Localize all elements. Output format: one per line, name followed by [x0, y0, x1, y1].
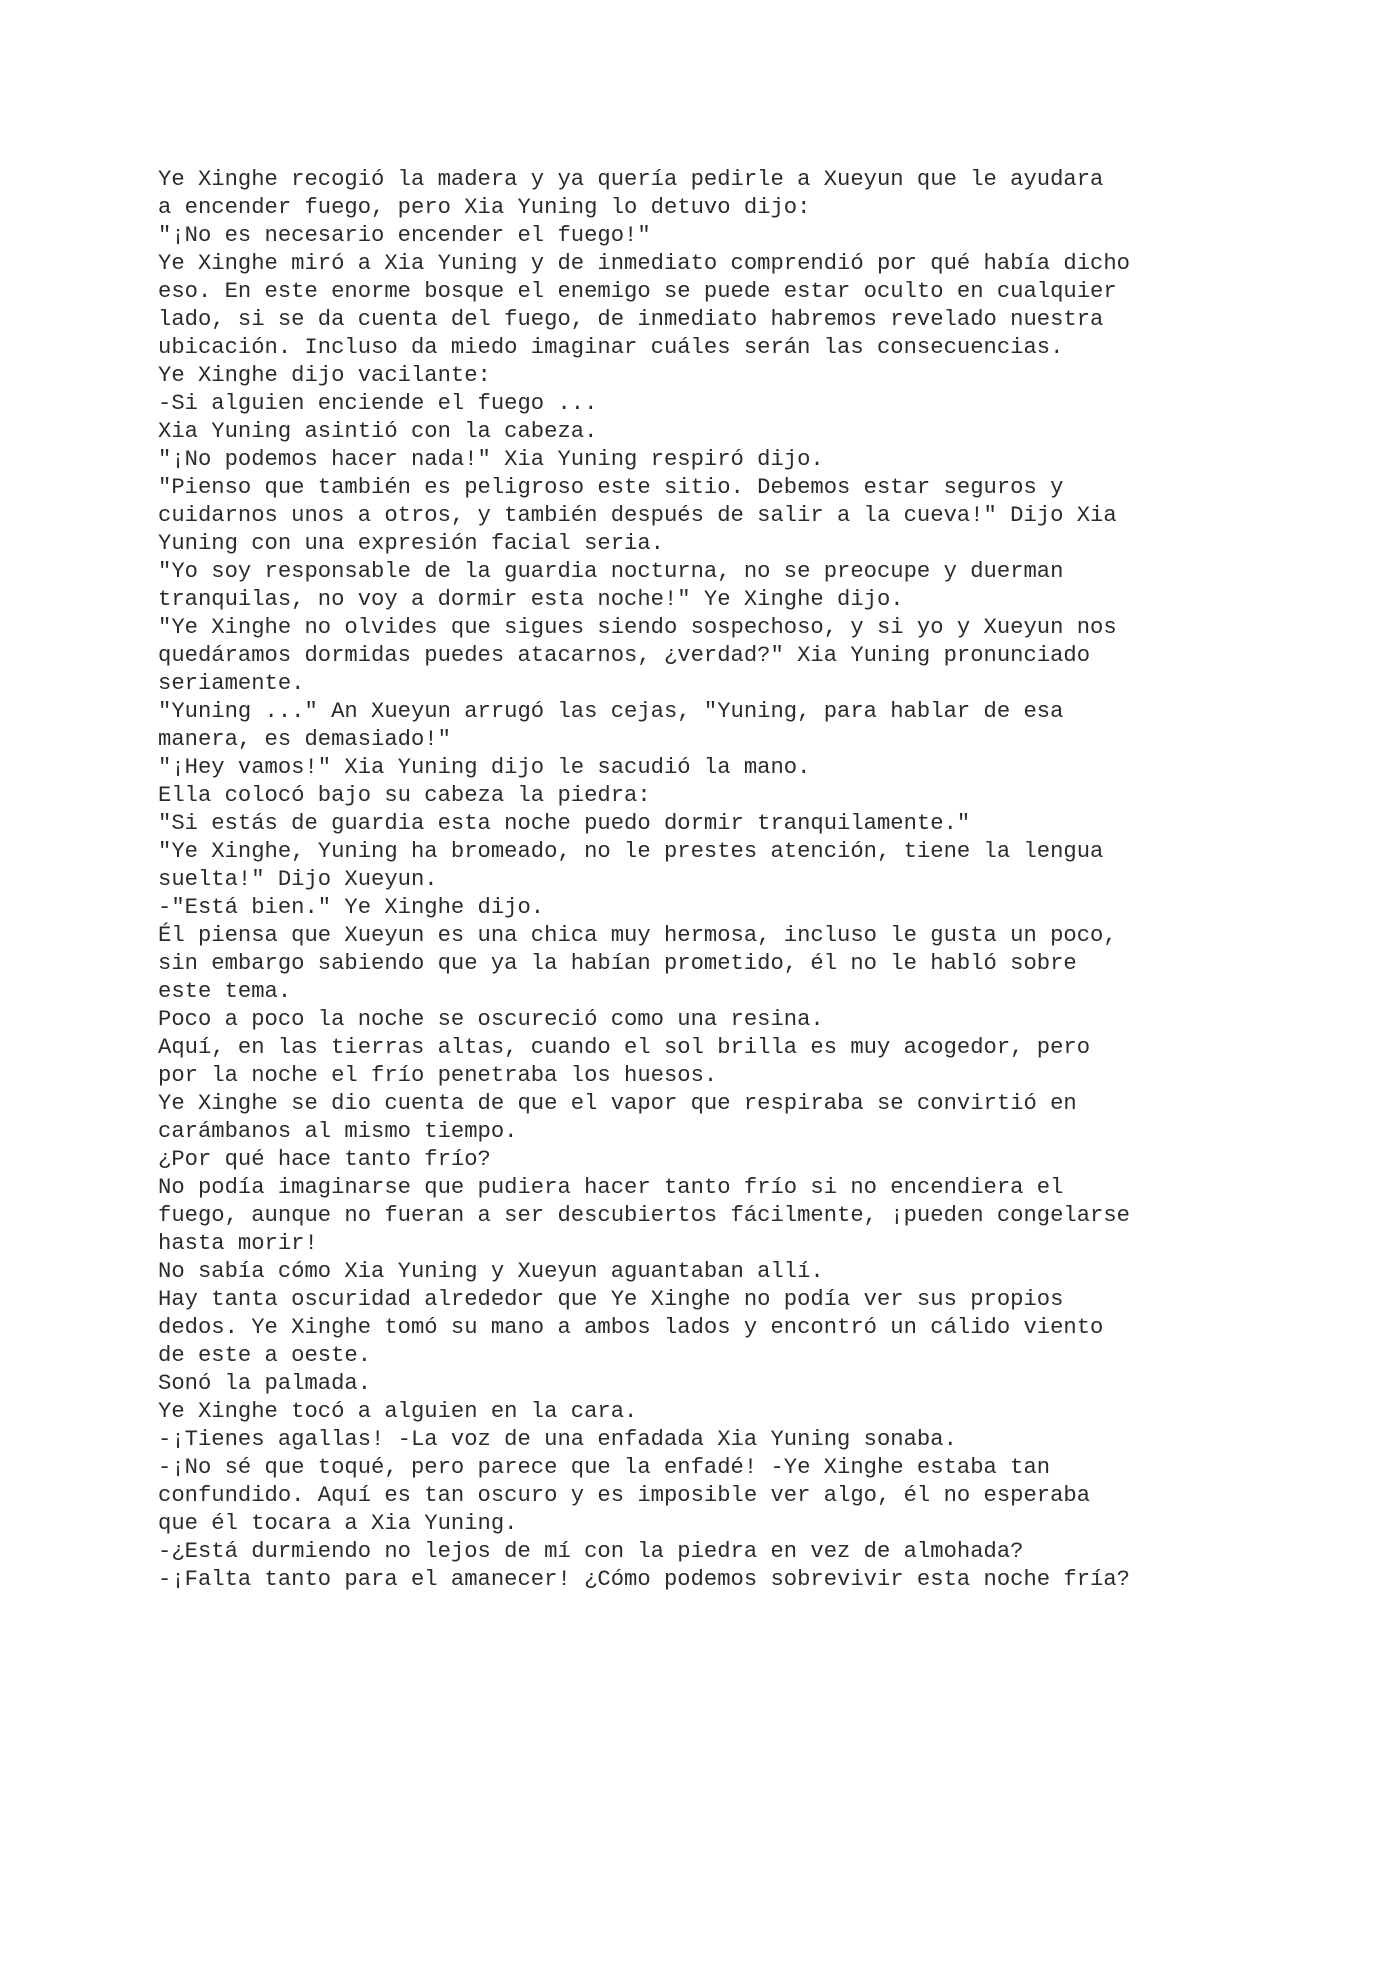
- text-line: -¡No sé que toqué, pero parece que la enfadé! -Ye Xinghe estaba tan: [158, 1455, 1051, 1480]
- text-line: "¡No es necesario encender el fuego!": [158, 223, 651, 248]
- text-line: "Si estás de guardia esta noche puedo dormir tranquilamente.": [158, 811, 971, 836]
- text-line: Él piensa que Xueyun es una chica muy hermosa, incluso le gusta un poco,: [158, 923, 1117, 948]
- text-line: ¿Por qué hace tanto frío?: [158, 1147, 491, 1172]
- text-line: "Yuning ..." An Xueyun arrugó las cejas, "Yuning, para hablar de esa: [158, 699, 1064, 724]
- text-line: -¡Falta tanto para el amanecer! ¿Cómo podemos sobrevivir esta noche fría?: [158, 1567, 1130, 1592]
- text-line: "Yo soy responsable de la guardia nocturna, no se preocupe y duerman: [158, 559, 1064, 584]
- text-line: dedos. Ye Xinghe tomó su mano a ambos lados y encontró un cálido viento: [158, 1315, 1104, 1340]
- text-line: Yuning con una expresión facial seria.: [158, 531, 664, 556]
- text-line: manera, es demasiado!": [158, 727, 451, 752]
- text-line: a encender fuego, pero Xia Yuning lo detuvo dijo:: [158, 195, 811, 220]
- text-line: que él tocara a Xia Yuning.: [158, 1511, 518, 1536]
- text-line: Poco a poco la noche se oscureció como una resina.: [158, 1007, 824, 1032]
- text-line: carámbanos al mismo tiempo.: [158, 1119, 518, 1144]
- text-line: Ye Xinghe dijo vacilante:: [158, 363, 491, 388]
- text-line: de este a oeste.: [158, 1343, 372, 1368]
- text-line: cuidarnos unos a otros, y también después de salir a la cueva!" Dijo Xia: [158, 503, 1117, 528]
- text-line: Ye Xinghe tocó a alguien en la cara.: [158, 1399, 638, 1424]
- text-line: ubicación. Incluso da miedo imaginar cuáles serán las consecuencias.: [158, 335, 1064, 360]
- text-line: Ye Xinghe se dio cuenta de que el vapor que respiraba se convirtió en: [158, 1091, 1077, 1116]
- text-line: "¡Hey vamos!" Xia Yuning dijo le sacudió la mano.: [158, 755, 811, 780]
- text-line: quedáramos dormidas puedes atacarnos, ¿verdad?" Xia Yuning pronunciado: [158, 643, 1091, 668]
- text-line: hasta morir!: [158, 1231, 318, 1256]
- text-line: suelta!" Dijo Xueyun.: [158, 867, 438, 892]
- text-line: Ye Xinghe recogió la madera y ya quería pedirle a Xueyun que le ayudara: [158, 167, 1104, 192]
- text-line: "Ye Xinghe, Yuning ha bromeado, no le prestes atención, tiene la lengua: [158, 839, 1104, 864]
- text-line: "Pienso que también es peligroso este sitio. Debemos estar seguros y: [158, 475, 1064, 500]
- text-line: confundido. Aquí es tan oscuro y es imposible ver algo, él no esperaba: [158, 1483, 1091, 1508]
- text-line: Ella colocó bajo su cabeza la piedra:: [158, 783, 651, 808]
- text-line: Xia Yuning asintió con la cabeza.: [158, 419, 598, 444]
- text-line: tranquilas, no voy a dormir esta noche!" Ye Xinghe dijo.: [158, 587, 904, 612]
- document-body: [158, 166, 1268, 1594]
- text-line: No podía imaginarse que pudiera hacer tanto frío si no encendiera el: [158, 1175, 1064, 1200]
- text-line: este tema.: [158, 979, 292, 1004]
- text-line: -¿Está durmiendo no lejos de mí con la piedra en vez de almohada?: [158, 1539, 1024, 1564]
- text-line: "Ye Xinghe no olvides que sigues siendo sospechoso, y si yo y Xueyun nos: [158, 615, 1117, 640]
- text-line: Sonó la palmada.: [158, 1371, 372, 1396]
- text-line: sin embargo sabiendo que ya la habían prometido, él no le habló sobre: [158, 951, 1077, 976]
- text-line: No sabía cómo Xia Yuning y Xueyun aguantaban allí.: [158, 1259, 824, 1284]
- text-line: fuego, aunque no fueran a ser descubiertos fácilmente, ¡pueden congelarse: [158, 1203, 1130, 1228]
- text-line: Hay tanta oscuridad alrededor que Ye Xinghe no podía ver sus propios: [158, 1287, 1064, 1312]
- text-line: -Si alguien enciende el fuego ...: [158, 391, 598, 416]
- text-line: por la noche el frío penetraba los huesos.: [158, 1063, 718, 1088]
- text-line: seriamente.: [158, 671, 305, 696]
- text-line: lado, si se da cuenta del fuego, de inmediato habremos revelado nuestra: [158, 307, 1104, 332]
- text-line: -"Está bien." Ye Xinghe dijo.: [158, 895, 545, 920]
- text-line: -¡Tienes agallas! -La voz de una enfadada Xia Yuning sonaba.: [158, 1427, 957, 1452]
- text-line: Aquí, en las tierras altas, cuando el sol brilla es muy acogedor, pero: [158, 1035, 1091, 1060]
- text-line: "¡No podemos hacer nada!" Xia Yuning respiró dijo.: [158, 447, 824, 472]
- text-line: Ye Xinghe miró a Xia Yuning y de inmediato comprendió por qué había dicho: [158, 251, 1130, 276]
- text-line: eso. En este enorme bosque el enemigo se puede estar oculto en cualquier: [158, 279, 1117, 304]
